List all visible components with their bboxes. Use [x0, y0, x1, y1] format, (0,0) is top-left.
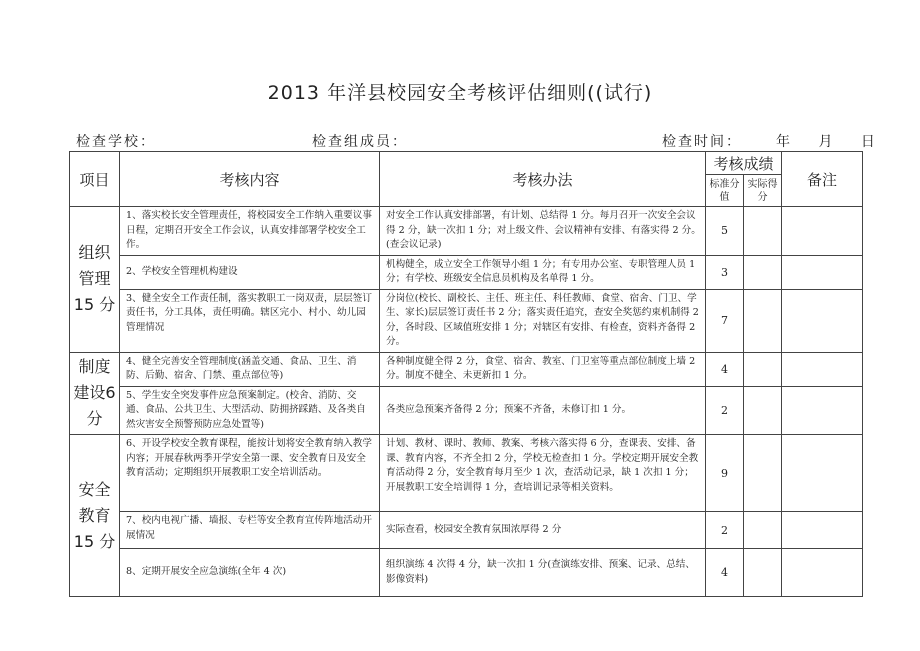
category-cell — [70, 435, 120, 597]
actual-score[interactable] — [744, 512, 782, 549]
table-row — [70, 352, 863, 386]
standard-score: 4 — [706, 549, 744, 597]
actual-score[interactable] — [744, 255, 782, 289]
remark-cell[interactable] — [782, 512, 863, 549]
header-content: 考核内容 — [120, 152, 380, 207]
header-method: 考核办法 — [380, 152, 706, 207]
content-cell: 7、校内电视广播、墙报、专栏等安全教育宣传阵地活动开展情况 — [120, 512, 380, 549]
content-cell: 3、健全安全工作责任制，落实教职工一岗双责，层层签订责任书，分工具体，责任明确。辖区完小、村小、幼儿园管理情况 — [120, 289, 380, 352]
table-row — [70, 386, 863, 435]
category-cell — [70, 352, 120, 435]
school-label: 检查学校： — [76, 134, 156, 150]
content-cell: 2、学校安全管理机构建设 — [120, 255, 380, 289]
category-cell — [70, 207, 120, 353]
remark-cell[interactable] — [782, 549, 863, 597]
remark-cell[interactable] — [782, 435, 863, 512]
method-cell: 各种制度健全得 2 分，食堂、宿舍、教室、门卫室等重点部位制度上墙 2 分。制度不健全、未更新扣 1 分。 — [380, 352, 706, 386]
date-units: 年 月 日 — [776, 134, 877, 150]
method-cell: 机构健全，成立安全工作领导小组 1 分；有专用办公室、专职管理人员 1 分；有学校、班级安全信息员机构及名单得 1 分。 — [380, 255, 706, 289]
actual-score[interactable] — [744, 352, 782, 386]
remark-cell[interactable] — [782, 289, 863, 352]
remark-cell[interactable] — [782, 255, 863, 289]
remark-cell[interactable] — [782, 386, 863, 435]
table-row — [70, 255, 863, 289]
header-standard: 标准分值 — [706, 175, 744, 207]
actual-score[interactable] — [744, 386, 782, 435]
method-cell: 分岗位(校长、副校长、主任、班主任、科任教师、食堂、宿舍、门卫、学生、家长)层层签订责任书 2 分；落实责任追究，查安全奖惩约束机制得 2 分，各时段、区域值班安排 1 分；对辖区有安排、有检查，资料齐备得 2 分。 — [380, 289, 706, 352]
header-remark: 备注 — [782, 152, 863, 207]
remark-cell[interactable] — [782, 207, 863, 256]
actual-score[interactable] — [744, 207, 782, 256]
table-row — [70, 435, 863, 512]
standard-score: 5 — [706, 207, 744, 256]
content-cell: 1、落实校长安全管理责任，将校园安全工作纳入重要议事日程，定期召开安全工作会议，认真安排部署学校安全工作。 — [120, 207, 380, 256]
document-title: 2013 年洋县校园安全考核评估细则((试行) — [267, 82, 653, 104]
category-label: 制度建设6 分 — [73, 357, 116, 429]
content-cell: 6、开设学校安全教育课程，能按计划将安全教育纳入教学内容；开展春秋两季开学安全第一课、安全教育日及安全教育活动；定期组织开展教职工安全培训活动。 — [120, 435, 380, 512]
team-label: 检查组成员： — [312, 134, 408, 150]
category-label: 安全教育15 分 — [73, 479, 116, 551]
standard-score: 4 — [706, 352, 744, 386]
table-row — [70, 289, 863, 352]
standard-score: 7 — [706, 289, 744, 352]
time-label: 检查时间： — [662, 134, 742, 150]
actual-score[interactable] — [744, 289, 782, 352]
content-cell: 5、学生安全突发事件应急预案制定。(校舍、消防、交通、食品、公共卫生、大型活动、防拥挤踩踏、及各类自然灾害安全预警预防应急处置等) — [120, 386, 380, 435]
method-cell: 计划、教材、课时、教师、教案、考核六落实得 6 分，查课表、安排、备课、教育内容，不齐全扣 2 分，学校无检查扣 1 分。学校定期开展安全教育活动得 2 分，安全教育每月至少 1 次，查活动记录，缺 1 次扣 1 分；开展教职工安全培训得 1 分，查培训记录等相关资料。 — [380, 435, 706, 512]
table-row — [70, 549, 863, 597]
actual-score[interactable] — [744, 549, 782, 597]
category-label: 组织管理15 分 — [73, 243, 116, 315]
inspection-meta — [76, 131, 877, 151]
header-item: 项目 — [70, 152, 120, 207]
actual-score[interactable] — [744, 435, 782, 512]
standard-score: 3 — [706, 255, 744, 289]
method-cell: 各类应急预案齐备得 2 分；预案不齐备，未修订扣 1 分。 — [380, 386, 706, 435]
table-row — [70, 207, 863, 256]
method-cell: 实际查看，校园安全教育氛围浓厚得 2 分 — [380, 512, 706, 549]
table-row — [70, 512, 863, 549]
standard-score: 2 — [706, 386, 744, 435]
standard-score: 9 — [706, 435, 744, 512]
method-cell: 组织演练 4 次得 4 分，缺一次扣 1 分(查演练安排、预案、记录、总结、影像资料) — [380, 549, 706, 597]
standard-score: 2 — [706, 512, 744, 549]
assessment-table — [69, 151, 863, 597]
method-cell: 对安全工作认真安排部署，有计划、总结得 1 分。每月召开一次安全会议得 2 分，缺一次扣 1 分；对上级文件、会议精神有安排、有落实得 2 分。(查会议记录) — [380, 207, 706, 256]
header-actual: 实际得分 — [744, 175, 782, 207]
header-score: 考核成绩 — [706, 152, 782, 175]
remark-cell[interactable] — [782, 352, 863, 386]
content-cell: 8、定期开展安全应急演练(全年 4 次) — [120, 549, 380, 597]
content-cell: 4、健全完善安全管理制度(涵盖交通、食品、卫生、消防、后勤、宿舍、门禁、重点部位等) — [120, 352, 380, 386]
